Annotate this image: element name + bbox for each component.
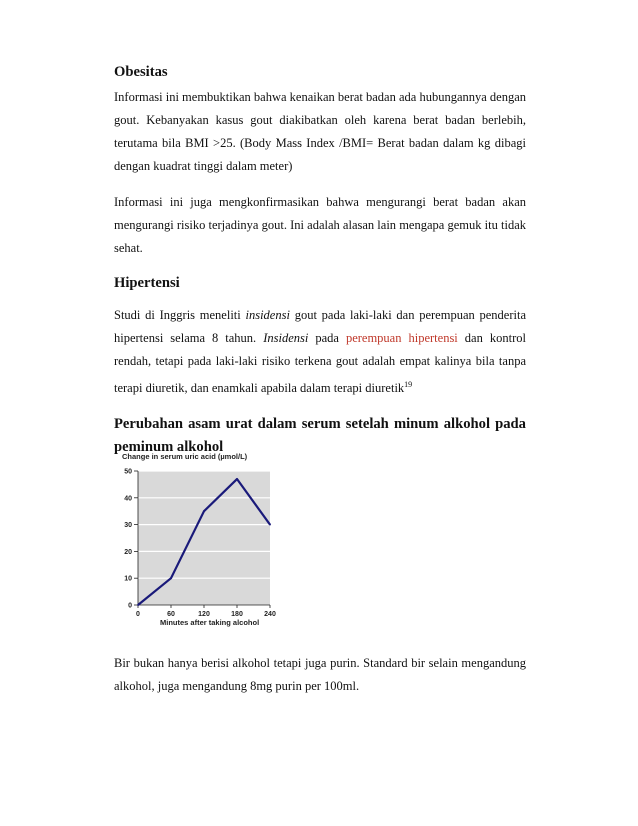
y-tick-label: 10 — [124, 575, 132, 583]
paragraph-obesitas-1: Informasi ini membuktikan bahwa kenaikan berat badan ada hubungannya dengan gout. Kebanyakan kasus gout diakibatkan oleh karena berat badan berlebih, terutama bila BMI >25. (Body Mass Index /BMI= Berat badan dalam kg dibagi dengan kuadrat tinggi dalam meter) — [114, 90, 527, 173]
y-tick-label: 50 — [124, 468, 132, 476]
document-page-bottom — [114, 652, 526, 698]
heading-hipertensi: Hipertensi — [114, 275, 180, 291]
document-page — [114, 62, 526, 459]
text-run: Studi di Inggris meneliti — [114, 308, 246, 322]
heading-obesitas: Obesitas — [114, 64, 168, 80]
paragraph-obesitas-2: Informasi ini juga mengkonfirmasikan bahwa mengurangi berat badan akan mengurangi risiko terjadinya gout. Ini adalah alasan lain mengapa gemuk itu tidak sehat. — [114, 195, 526, 255]
text-run: pada — [308, 331, 346, 345]
data-point — [170, 577, 172, 579]
paragraph-bir: Bir bukan hanya berisi alkohol tetapi juga purin. Standard bir selain mengandung alkohol, juga mengandung 8mg purin per 100ml. — [114, 656, 526, 693]
italic-term: Insidensi — [263, 331, 309, 345]
y-tick-label: 30 — [124, 522, 132, 530]
data-point — [203, 510, 205, 512]
uric-acid-chart — [114, 452, 294, 637]
x-tick-label: 60 — [167, 611, 175, 618]
plot-background — [138, 471, 270, 605]
italic-term: insidensi — [245, 308, 290, 322]
y-tick-label: 20 — [124, 548, 132, 556]
data-point — [137, 604, 139, 606]
text-run: dan kontrol rendah, tetapi pada laki-laki risiko terkena gout adalah empat kalinya bila tanpa terapi diuretik, dan enamkali apabila dalam terapi diuretik — [114, 331, 526, 396]
chart-svg — [114, 452, 294, 637]
highlight-text: perempuan hipertensi — [345, 331, 458, 345]
chart-title: Change in serum uric acid (µmol/L) — [122, 452, 248, 461]
heading-alkohol: Perubahan asam urat dalam serum setelah minum alkohol pada peminum alkohol — [114, 416, 526, 456]
x-tick-label: 0 — [136, 611, 140, 618]
y-tick-label: 40 — [124, 495, 132, 503]
y-tick-label: 0 — [128, 602, 132, 610]
data-point — [236, 478, 238, 480]
chart-xlabel: Minutes after taking alcohol — [160, 618, 260, 627]
footnote-ref: 19 — [404, 380, 413, 389]
x-tick-label: 180 — [231, 611, 243, 618]
paragraph-hipertensi — [114, 304, 526, 400]
x-tick-label: 240 — [264, 611, 276, 618]
data-point — [269, 524, 271, 526]
x-tick-label: 120 — [198, 611, 210, 618]
text-run: gout pada laki-laki dan perempuan penderita hipertensi selama 8 tahun. — [114, 308, 526, 345]
